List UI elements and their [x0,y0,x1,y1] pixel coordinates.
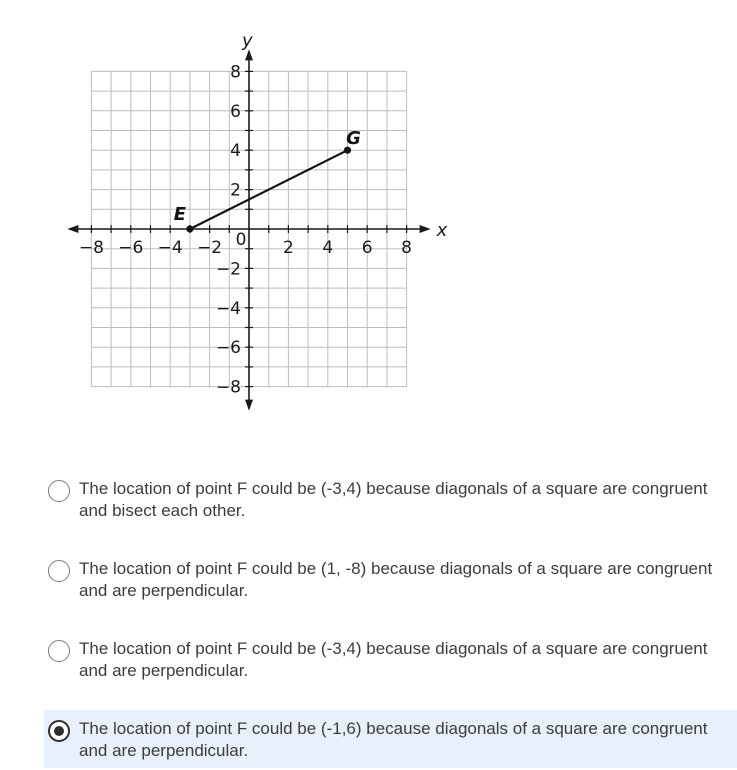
x-axis-arrow-right [420,225,431,233]
x-tick-label: 4 [322,238,334,258]
x-tick-label: 8 [401,238,413,258]
x-tick-label: −2 [197,238,223,258]
plot-marks [174,128,361,232]
radio-button[interactable] [48,640,70,662]
y-tick-label: −2 [215,259,241,280]
choice-text: The location of point F could be (1, -8) because diagonals of a square are congruent and are perpendicular. [79,559,713,600]
y-axis-label: y [242,30,253,52]
choice-text: The location of point F could be (-3,4) because diagonals of a square are congruent and are perpendicular. [79,639,708,680]
y-tick-label: −4 [215,298,241,319]
choice-text: The location of point F could be (-1,6) because diagonals of a square are congruent and are perpendicular. [79,719,708,760]
y-tick-label: −8 [215,377,241,398]
answer-choice-3[interactable] [44,630,737,688]
answer-choice-4[interactable] [44,710,737,768]
point-E [186,225,193,232]
x-tick-label: −8 [78,238,104,258]
axes [67,30,447,410]
radio-button[interactable] [48,560,70,582]
y-tick-label: −6 [215,338,241,359]
answer-choice-1[interactable] [44,470,737,528]
x-tick-label: −6 [118,238,144,258]
y-tick-label: 8 [230,62,241,83]
answer-choice-2[interactable] [44,550,737,608]
y-tick-label: 2 [230,180,241,201]
radio-button[interactable] [48,480,70,502]
point-label-E: E [173,204,187,225]
y-axis-arrow-down [245,400,253,411]
x-axis-arrow-left [67,225,78,233]
y-tick-label: 6 [230,101,241,122]
x-tick-label: 0 [235,230,247,250]
x-tick-label: 2 [282,238,294,258]
x-tick-label: 6 [361,238,373,258]
choice-text: The location of point F could be (-3,4) because diagonals of a square are congruent and bisect each other. [79,479,708,520]
x-axis-label: x [436,220,448,241]
x-tick-label: −4 [157,238,183,258]
radio-button-selected[interactable] [48,720,70,742]
point-label-G: G [346,128,361,150]
y-tick-label: 4 [230,141,241,162]
